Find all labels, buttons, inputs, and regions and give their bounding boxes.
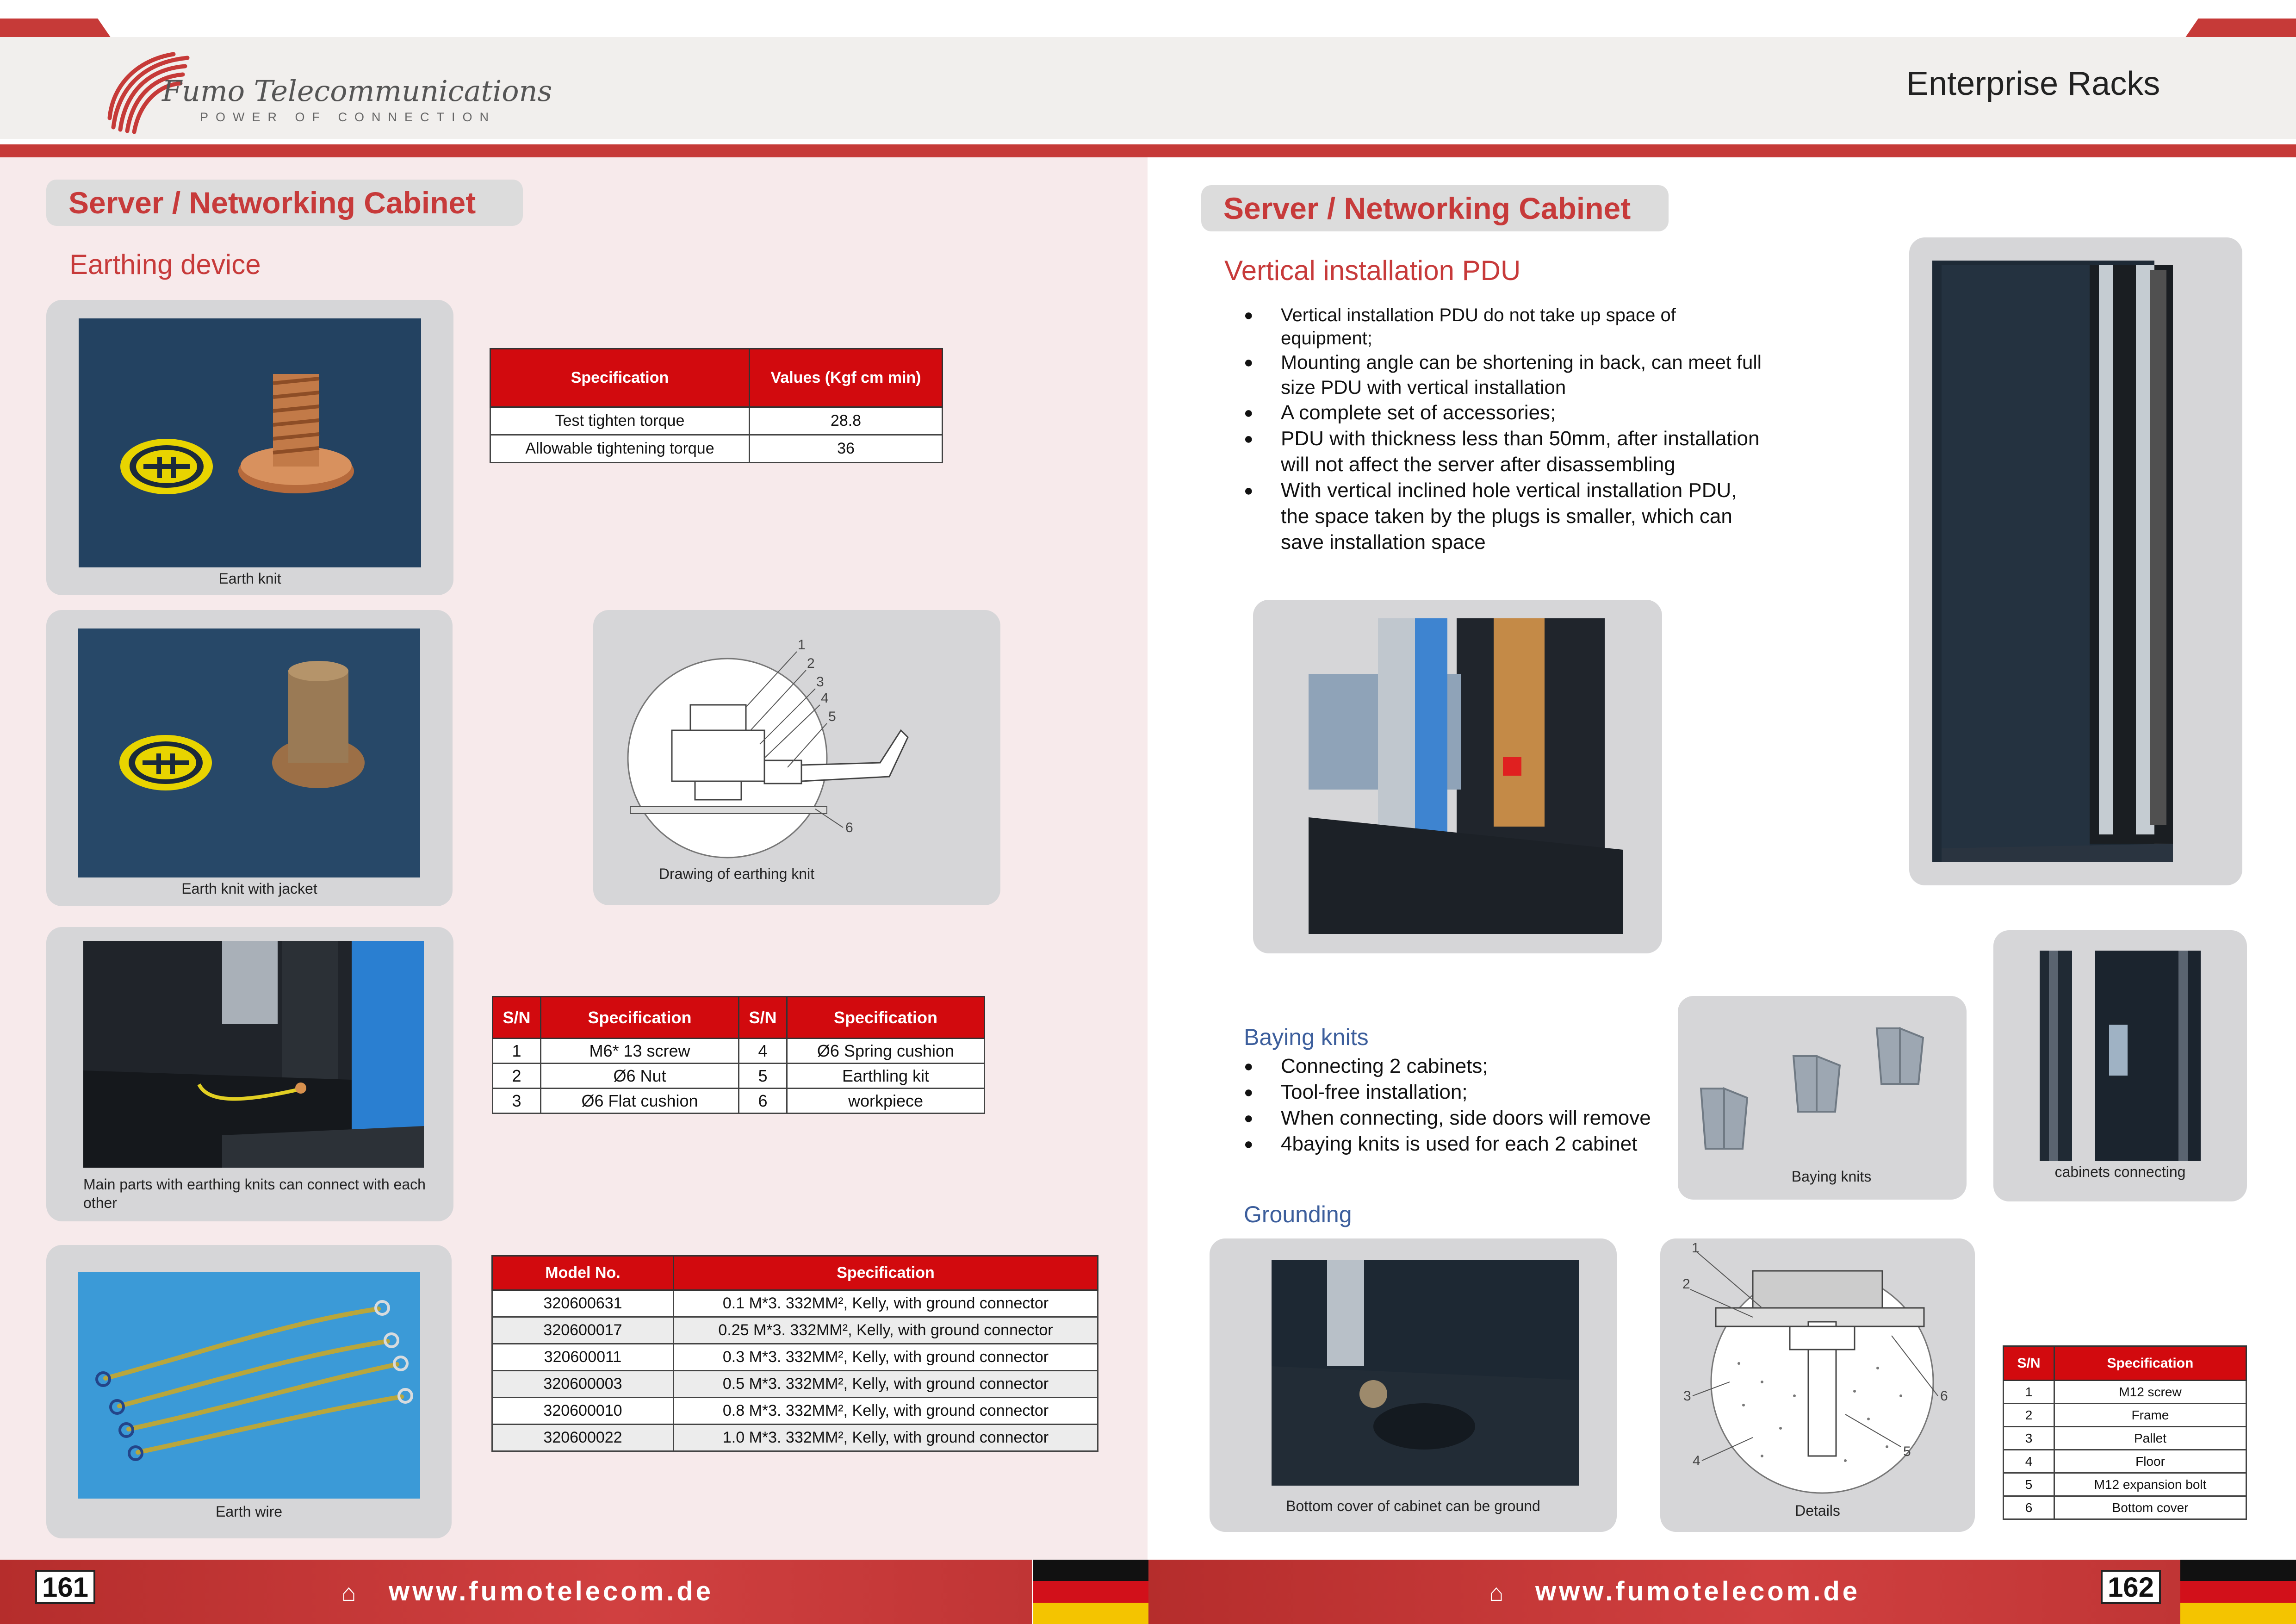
main-parts-photo	[83, 941, 424, 1168]
pdu-bullet: ● A complete set of accessories;	[1244, 400, 1762, 426]
parts-cell: 4	[739, 1039, 787, 1064]
section-title: Server / Networking Cabinet	[46, 180, 523, 226]
parts-header: S/N	[493, 997, 541, 1039]
section-title-right: Server / Networking Cabinet	[1201, 185, 1669, 231]
model-cell: 1.0 M*3. 332MM², Kelly, with ground connector	[674, 1425, 1098, 1451]
model-cell: 0.3 M*3. 332MM², Kelly, with ground connector	[674, 1344, 1098, 1371]
footer-url-left[interactable]: www.fumotelecom.de	[389, 1576, 714, 1606]
baying-knits-photo	[1692, 1010, 1953, 1163]
bottom-cover-photo	[1272, 1260, 1579, 1486]
header-rule	[0, 144, 2296, 157]
details-number: 6	[1940, 1388, 1948, 1404]
earth-wire-card	[46, 1245, 452, 1538]
ground-table	[2003, 1345, 2247, 1520]
ground-cell: 1	[2004, 1381, 2054, 1404]
ground-header: S/N	[2004, 1346, 2054, 1381]
home-icon[interactable]: ⌂	[341, 1580, 356, 1606]
torque-table	[490, 348, 943, 463]
drawing-number: 3	[816, 674, 824, 690]
model-cell: 320600011	[492, 1344, 674, 1371]
torque-cell: 36	[750, 435, 943, 463]
caption-details: Details	[1795, 1502, 1840, 1519]
details-card	[1660, 1238, 1975, 1532]
earth-knit-card	[46, 300, 453, 595]
model-cell: 320600022	[492, 1425, 674, 1451]
torque-cell: Test tighten torque	[490, 407, 750, 435]
brand-tagline: POWER OF CONNECTION	[200, 110, 496, 124]
subtitle-baying: Baying knits	[1244, 1024, 1369, 1050]
torque-cell: 28.8	[750, 407, 943, 435]
page-number-left: 161	[35, 1570, 95, 1604]
pdu-bullet: ● PDU with thickness less than 50mm, after installation will not affect the server after disassembling	[1244, 426, 1762, 478]
drawing-number: 5	[828, 709, 836, 724]
model-cell: 320600017	[492, 1317, 674, 1344]
header-corner-left	[0, 19, 111, 38]
parts-cell: Ø6 Spring cushion	[787, 1039, 985, 1064]
baying-knits-card	[1678, 996, 1967, 1200]
baying-bullet-list	[1244, 1053, 1683, 1157]
ground-header: Specification	[2054, 1346, 2246, 1381]
model-table	[491, 1255, 1098, 1452]
pdu-closeup-card	[1253, 600, 1662, 953]
header-corner-right	[2185, 19, 2296, 38]
torque-header-values: Values (Kgf cm min)	[750, 349, 943, 407]
home-icon[interactable]: ⌂	[1489, 1580, 1504, 1606]
parts-cell: workpiece	[787, 1089, 985, 1114]
caption-earth-wire: Earth wire	[215, 1503, 283, 1520]
page-title: Enterprise Racks	[1906, 65, 2160, 102]
parts-cell: 3	[493, 1089, 541, 1114]
german-flag-right	[2180, 1560, 2296, 1624]
parts-cell: 1	[493, 1039, 541, 1064]
parts-cell: Ø6 Nut	[541, 1064, 739, 1089]
ground-cell: M12 screw	[2054, 1381, 2246, 1404]
brand-name: Fumo Telecommunications	[162, 74, 552, 108]
details-drawing	[1669, 1243, 1966, 1502]
caption-main-parts: Main parts with earthing knits can connect with each other	[83, 1176, 426, 1211]
ground-cell: 5	[2004, 1473, 2054, 1496]
details-number: 5	[1903, 1444, 1911, 1459]
cabinet-card	[1909, 237, 2242, 885]
cabinet-photo	[1932, 261, 2219, 862]
pdu-bullet: ● Vertical installation PDU do not take up space of equipment;	[1244, 304, 1762, 350]
drawing-number: 2	[807, 656, 815, 671]
drawing-number: 6	[845, 820, 853, 835]
bottom-cover-card	[1210, 1238, 1617, 1532]
main-parts-card	[46, 927, 453, 1221]
baying-bullet: ● Connecting 2 cabinets;	[1244, 1053, 1683, 1079]
drawing-number: 1	[798, 637, 806, 653]
caption-earth-knit-jacket: Earth knit with jacket	[181, 880, 317, 897]
details-number: 2	[1682, 1276, 1690, 1292]
footer-url-right[interactable]: www.fumotelecom.de	[1535, 1576, 1861, 1606]
ground-cell: 2	[2004, 1404, 2054, 1427]
drawing-number: 4	[821, 691, 829, 706]
model-cell: 0.25 M*3. 332MM², Kelly, with ground connector	[674, 1317, 1098, 1344]
subtitle-pdu: Vertical installation PDU	[1224, 255, 1521, 286]
model-cell: 320600631	[492, 1290, 674, 1317]
caption-cabinets-connecting: cabinets connecting	[2054, 1164, 2186, 1180]
parts-cell: Ø6 Flat cushion	[541, 1089, 739, 1114]
parts-cell: M6* 13 screw	[541, 1039, 739, 1064]
ground-cell: Frame	[2054, 1404, 2246, 1427]
ground-cell: M12 expansion bolt	[2054, 1473, 2246, 1496]
ground-cell: Pallet	[2054, 1427, 2246, 1450]
subtitle-earthing: Earthing device	[69, 249, 261, 280]
drawing-card	[593, 610, 1000, 905]
ground-cell: 6	[2004, 1496, 2054, 1519]
parts-table	[492, 996, 985, 1114]
details-number: 1	[1692, 1243, 1700, 1256]
model-cell: 0.1 M*3. 332MM², Kelly, with ground connector	[674, 1290, 1098, 1317]
earth-knit-jacket-photo	[78, 628, 420, 877]
cabinets-connecting-photo	[2040, 951, 2201, 1161]
pdu-bullet: ● Mounting angle can be shortening in back, can meet full size PDU with vertical installation	[1244, 350, 1762, 400]
parts-header: Specification	[787, 997, 985, 1039]
earthing-drawing	[621, 624, 973, 865]
ground-cell: Floor	[2054, 1450, 2246, 1473]
model-cell: 0.8 M*3. 332MM², Kelly, with ground connector	[674, 1398, 1098, 1425]
pdu-bullet: ● With vertical inclined hole vertical installation PDU, the space taken by the plugs is smaller, which can save installation space	[1244, 478, 1762, 555]
caption-drawing: Drawing of earthing knit	[658, 865, 815, 882]
subtitle-grounding: Grounding	[1244, 1201, 1352, 1227]
model-header: Model No.	[492, 1256, 674, 1290]
cabinets-connecting-card	[1993, 930, 2247, 1201]
details-number: 4	[1693, 1453, 1700, 1468]
parts-header: Specification	[541, 997, 739, 1039]
caption-baying: Baying knits	[1791, 1168, 1872, 1185]
pdu-closeup-photo	[1309, 618, 1623, 934]
german-flag-left	[1033, 1560, 1148, 1624]
parts-cell: Earthling kit	[787, 1064, 985, 1089]
caption-bottom-cover: Bottom cover of cabinet can be ground	[1286, 1498, 1540, 1514]
model-cell: 320600003	[492, 1371, 674, 1398]
parts-cell: 2	[493, 1064, 541, 1089]
model-cell: 320600010	[492, 1398, 674, 1425]
parts-header: S/N	[739, 997, 787, 1039]
page-number-right: 162	[2101, 1570, 2161, 1604]
caption-earth-knit: Earth knit	[218, 570, 281, 587]
parts-cell: 5	[739, 1064, 787, 1089]
baying-bullet: ● When connecting, side doors will remove	[1244, 1105, 1683, 1131]
earth-knit-photo	[79, 318, 421, 567]
ground-cell: 4	[2004, 1450, 2054, 1473]
ground-cell: Bottom cover	[2054, 1496, 2246, 1519]
earth-knit-jacket-card	[46, 610, 453, 906]
details-number: 3	[1683, 1388, 1691, 1404]
baying-bullet: ● Tool-free installation;	[1244, 1079, 1683, 1105]
baying-bullet: ● 4baying knits is used for each 2 cabinet	[1244, 1131, 1683, 1157]
parts-cell: 6	[739, 1089, 787, 1114]
torque-header-spec: Specification	[490, 349, 750, 407]
pdu-bullet-list	[1244, 304, 1762, 555]
model-header: Specification	[674, 1256, 1098, 1290]
ground-cell: 3	[2004, 1427, 2054, 1450]
torque-cell: Allowable tightening torque	[490, 435, 750, 463]
model-cell: 0.5 M*3. 332MM², Kelly, with ground connector	[674, 1371, 1098, 1398]
earth-wire-photo	[78, 1272, 420, 1499]
